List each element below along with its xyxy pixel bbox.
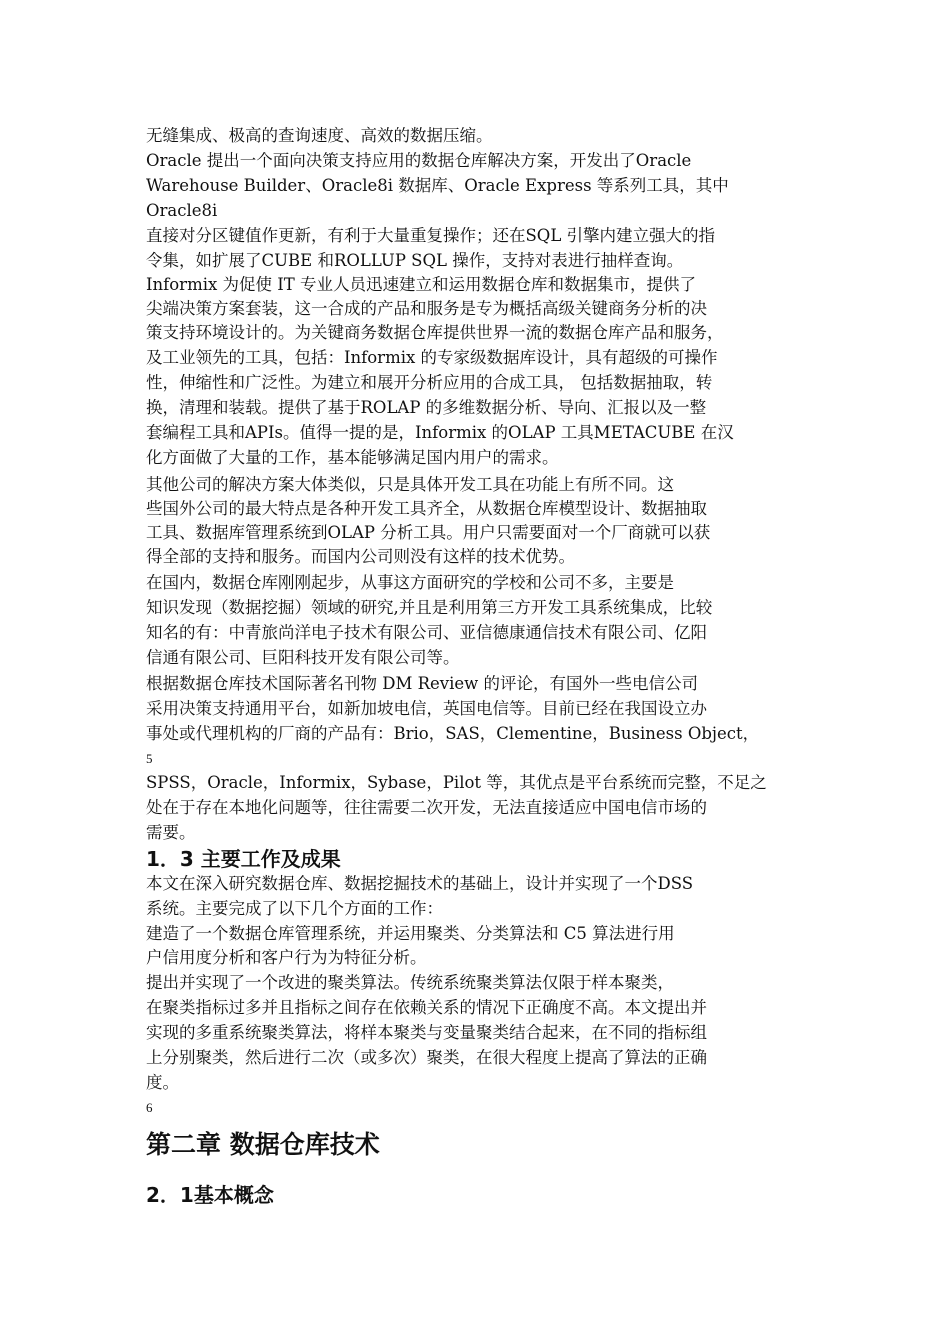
body-line: 户信用度分析和客户行为为特征分析。: [146, 948, 427, 967]
body-line: 性，伸缩性和广泛性。为建立和展开分析应用的合成工具， 包括数据抽取，转: [146, 373, 713, 392]
body-line: SPSS，Oracle，Informix，Sybase，Pilot 等，其优点是平台系统而完整，不足之: [146, 773, 767, 792]
body-line: 些国外公司的最大特点是各种开发工具齐全，从数据仓库模型设计、数据抽取: [146, 499, 707, 518]
body-line: 本文在深入研究数据仓库、数据挖掘技术的基础上，设计并实现了一个DSS: [146, 874, 694, 893]
subsection-heading: 2．1基本概念: [146, 1183, 274, 1207]
body-line: 换，清理和装载。提供了基于ROLAP 的多维数据分析、导向、汇报以及一整: [146, 398, 707, 417]
body-line: 得全部的支持和服务。而国内公司则没有这样的技术优势。: [146, 547, 575, 566]
body-line: 系统。主要完成了以下几个方面的工作：: [146, 899, 443, 918]
body-line: 其他公司的解决方案大体类似，只是具体开发工具在功能上有所不同。这: [146, 475, 674, 494]
body-line: 及工业领先的工具，包括：Informix 的专家级数据库设计，具有超级的可操作: [146, 348, 718, 367]
body-line: 直接对分区键值作更新，有利于大量重复操作；还在SQL 引擎内建立强大的指: [146, 226, 716, 245]
body-line: 需要。: [146, 823, 196, 842]
body-line: 化方面做了大量的工作，基本能够满足国内用户的需求。: [146, 448, 559, 467]
body-line: 提出并实现了一个改进的聚类算法。传统系统聚类算法仅限于样本聚类，: [146, 973, 674, 992]
body-line: 建造了一个数据仓库管理系统，并运用聚类、分类算法和 C5 算法进行用: [146, 924, 675, 943]
body-line: 处在于存在本地化问题等，往往需要二次开发，无法直接适应中国电信市场的: [146, 798, 707, 817]
body-line: 知识发现（数据挖掘）领域的研究,并且是利用第三方开发工具系统集成，比较: [146, 598, 713, 617]
body-line: 知名的有：中青旅尚洋电子技术有限公司、亚信德康通信技术有限公司、亿阳: [146, 623, 707, 642]
page-number: 5: [146, 751, 153, 766]
body-line: 根据数据仓库技术国际著名刊物 DM Review 的评论，有国外一些电信公司: [146, 674, 699, 693]
page-number: 6: [146, 1100, 153, 1115]
body-line: 套编程工具和APIs。值得一提的是，Informix 的OLAP 工具METACUBE 在汉: [146, 423, 734, 442]
body-line: 工具、数据库管理系统到OLAP 分析工具。用户只需要面对一个厂商就可以获: [146, 523, 711, 542]
body-line: 在国内，数据仓库刚刚起步，从事这方面研究的学校和公司不多，主要是: [146, 573, 674, 592]
section-heading: 1．3 主要工作及成果: [146, 847, 341, 871]
body-line: 事处或代理机构的厂商的产品有：Brio，SAS，Clementine，Business Object，: [146, 724, 760, 743]
body-line: Warehouse Builder、Oracle8i 数据库、Oracle Express 等系列工具，其中: [146, 176, 729, 195]
body-line: 令集，如扩展了CUBE 和ROLLUP SQL 操作，支持对表进行抽样查询。: [146, 251, 684, 270]
body-line: Oracle 提出一个面向决策支持应用的数据仓库解决方案，开发出了Oracle: [146, 151, 692, 170]
chapter-heading: 第二章 数据仓库技术: [146, 1130, 380, 1159]
body-line: 无缝集成、极高的查询速度、高效的数据压缩。: [146, 126, 493, 145]
body-line: 在聚类指标过多并且指标之间存在依赖关系的情况下正确度不高。本文提出并: [146, 998, 707, 1017]
body-line: 实现的多重系统聚类算法，将样本聚类与变量聚类结合起来，在不同的指标组: [146, 1023, 707, 1042]
body-line: 度。: [146, 1073, 179, 1092]
body-line: 上分别聚类，然后进行二次（或多次）聚类，在很大程度上提高了算法的正确: [146, 1048, 707, 1067]
body-line: Informix 为促使 IT 专业人员迅速建立和运用数据仓库和数据集市，提供了: [146, 275, 697, 294]
body-line: 采用决策支持通用平台，如新加坡电信，英国电信等。目前已经在我国设立办: [146, 699, 707, 718]
body-line: 策支持环境设计的。为关键商务数据仓库提供世界一流的数据仓库产品和服务，: [146, 323, 724, 342]
body-line: 尖端决策方案套装，这一合成的产品和服务是专为概括高级关键商务分析的决: [146, 299, 707, 318]
body-line: Oracle8i: [146, 201, 218, 220]
body-line: 信通有限公司、巨阳科技开发有限公司等。: [146, 648, 460, 667]
